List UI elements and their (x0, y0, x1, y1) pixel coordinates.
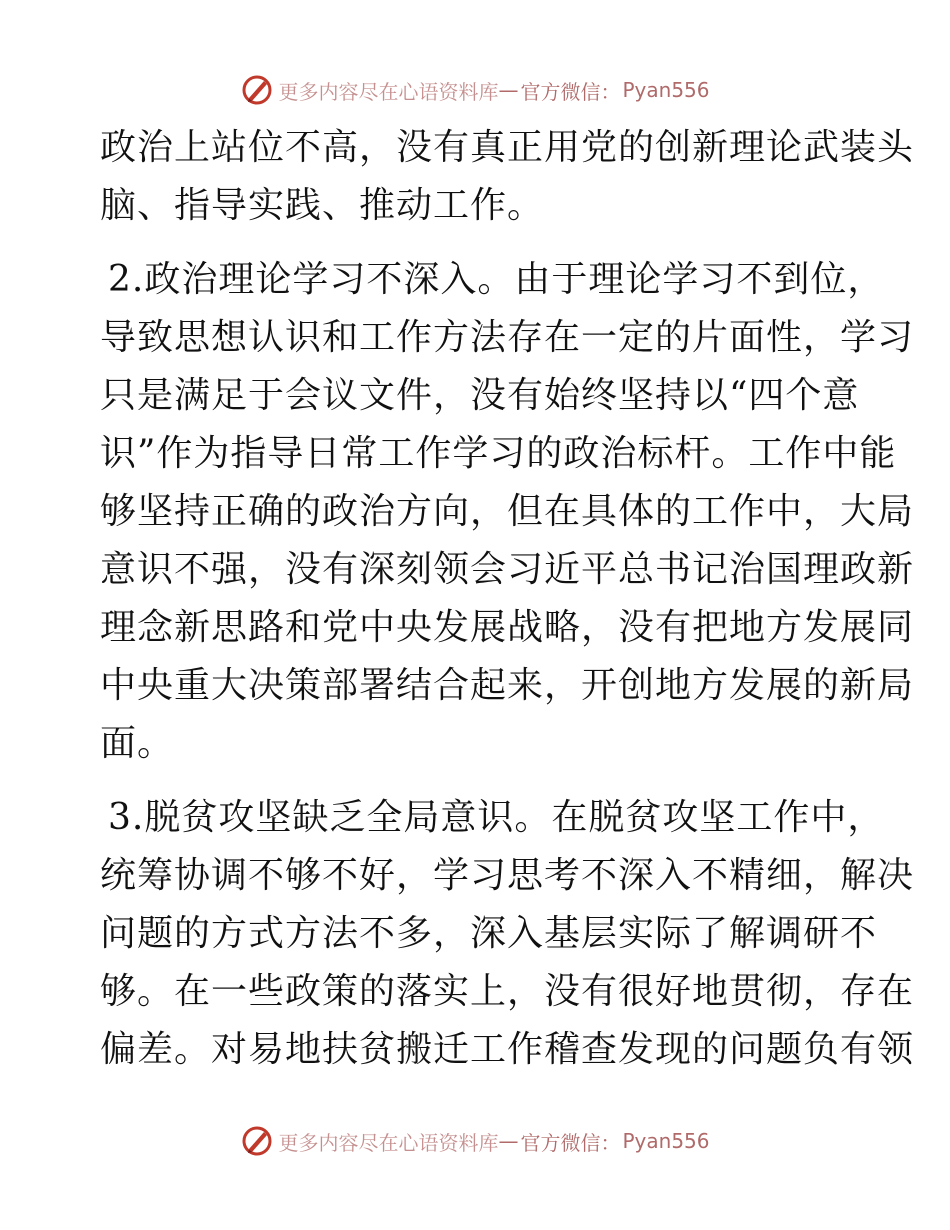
pen-logo-icon (240, 73, 274, 107)
watermark-dash: — (498, 78, 519, 102)
watermark-wechat-id: Pyan556 (622, 1129, 710, 1153)
text-line: 够坚持正确的政治方向，但在具体的工作中，大局 (100, 491, 915, 532)
text-line: 识”作为指导日常工作学习的政治标杆。工作中能 (100, 433, 897, 474)
text-line: 只是满足于会议文件，没有始终坚持以“四个意 (100, 375, 860, 416)
watermark-wechat-label: 官方微信： (520, 79, 621, 104)
watermark-library: 更多内容尽在心语资料库 (278, 79, 499, 104)
text-line: 3.脱贫攻坚缺乏全局意识。在脱贫攻坚工作中， (108, 797, 885, 838)
text-line: 偏差。对易地扶贫搬迁工作稽查发现的问题负有领 (100, 1029, 915, 1070)
watermark-wechat-id: Pyan556 (622, 78, 710, 102)
text-line: 脑、指导实践、推动工作。 (100, 185, 545, 226)
watermark-dash: — (498, 1129, 519, 1153)
watermark-wechat-label: 官方微信： (520, 1130, 621, 1155)
text-line: 中央重大决策部署结合起来，开创地方发展的新局 (100, 665, 915, 706)
text-line: 政治上站位不高，没有真正用党的创新理论武装头 (100, 127, 915, 168)
text-line: 意识不强，没有深刻领会习近平总书记治国理政新 (100, 549, 915, 590)
text-line: 理念新思路和党中央发展战略，没有把地方发展同 (100, 607, 915, 648)
text-line: 面。 (100, 723, 175, 764)
text-line: 统筹协调不够不好，学习思考不深入不精细，解决 (100, 855, 915, 896)
text-line: 2.政治理论学习不深入。由于理论学习不到位， (108, 259, 885, 300)
text-line: 问题的方式方法不多，深入基层实际了解调研不 (100, 913, 878, 954)
text-line: 够。在一些政策的落实上，没有很好地贯彻，存在 (100, 971, 915, 1012)
text-line: 导致思想认识和工作方法存在一定的片面性，学习 (100, 317, 915, 358)
pen-logo-icon (240, 1124, 274, 1158)
watermark-footer (0, 1121, 950, 1161)
watermark-library: 更多内容尽在心语资料库 (278, 1130, 499, 1155)
watermark-header (0, 70, 950, 110)
